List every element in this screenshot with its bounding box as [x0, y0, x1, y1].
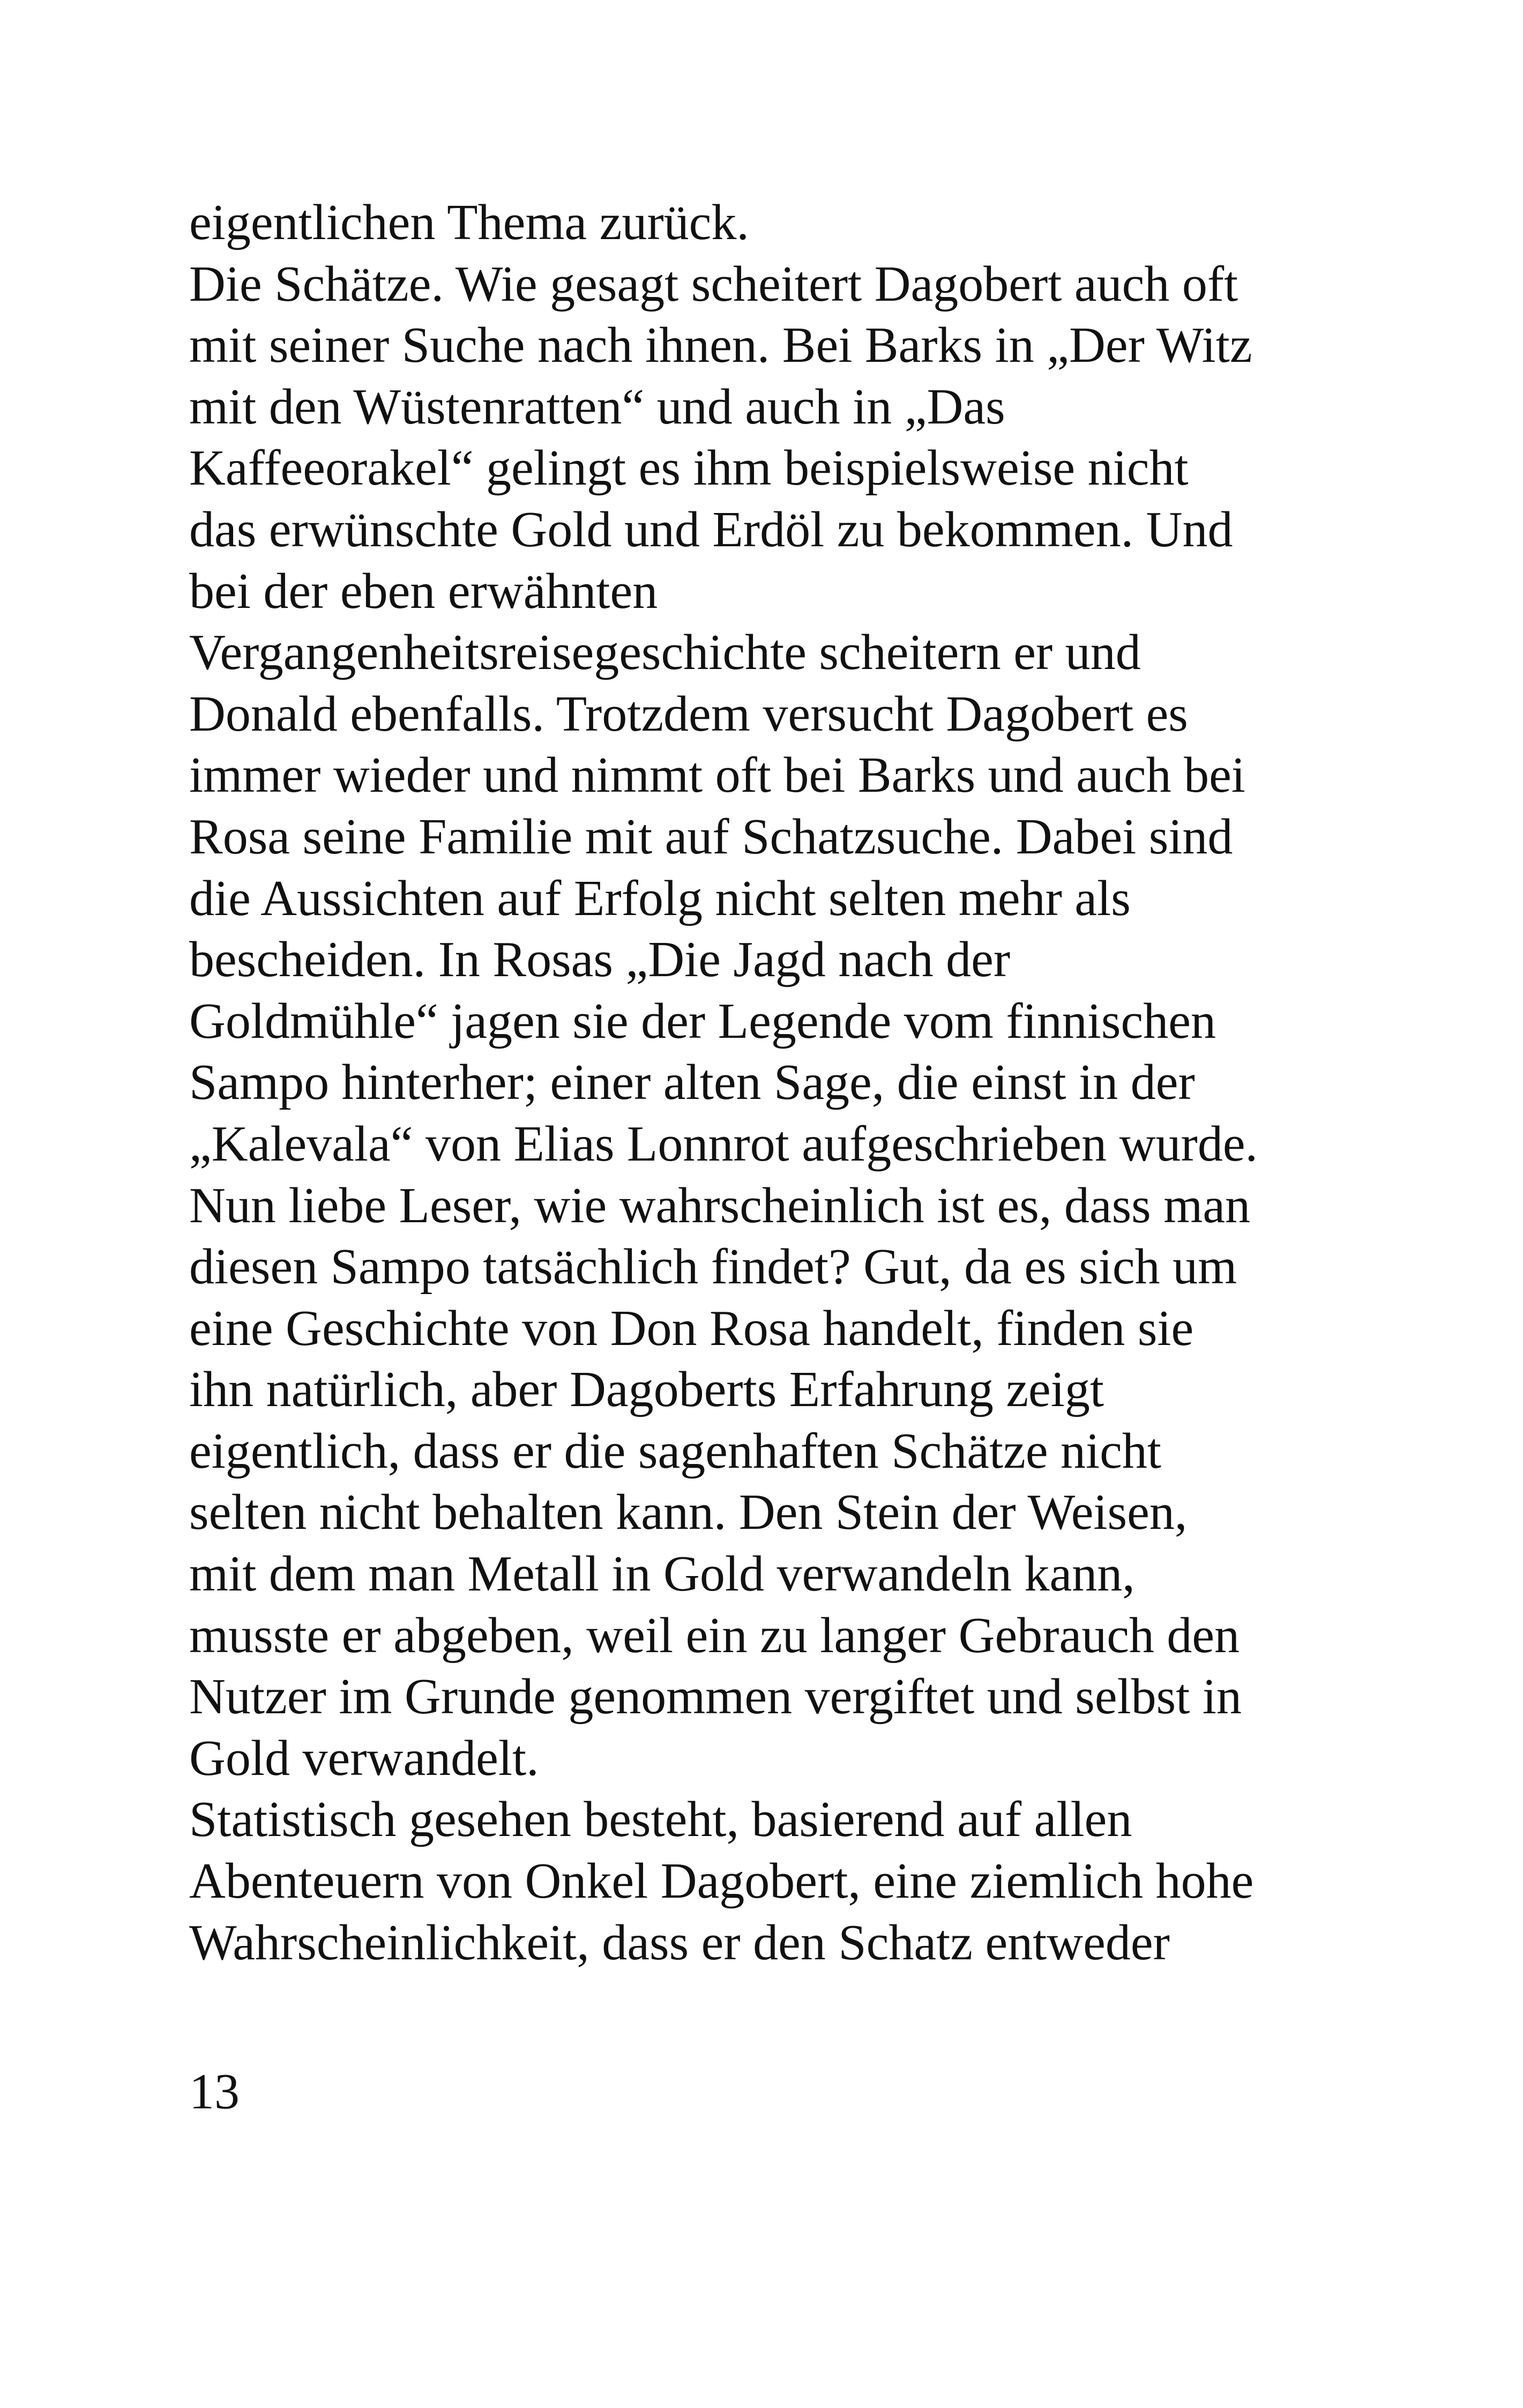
text-line: Statistisch gesehen besteht, basierend auf allen: [189, 1792, 1132, 1848]
page-number: 13: [189, 2064, 240, 2120]
text-line: bei der eben erwähnten: [189, 563, 658, 619]
text-line: bescheiden. In Rosas „Die Jagd nach der: [189, 932, 1011, 988]
text-line: mit dem man Metall in Gold verwandeln kann,: [189, 1546, 1135, 1602]
text-line: ihn natürlich, aber Dagoberts Erfahrung zeigt: [189, 1362, 1104, 1418]
text-line: mit seiner Suche nach ihnen. Bei Barks in „Der Witz: [189, 317, 1252, 374]
text-line: mit den Wüstenratten“ und auch in „Das: [189, 378, 1005, 435]
text-line: Donald ebenfalls. Trotzdem versucht Dagobert es: [189, 686, 1188, 742]
text-line: Abenteuern von Onkel Dagobert, eine ziemlich hohe: [189, 1853, 1254, 1909]
body-text: [189, 192, 1368, 1973]
text-line: Nutzer im Grunde genommen vergiftet und selbst in: [189, 1669, 1242, 1725]
text-line: immer wieder und nimmt oft bei Barks und auch bei: [189, 747, 1245, 804]
text-line: eigentlich, dass er die sagenhaften Schätze nicht: [189, 1423, 1161, 1479]
text-line: Sampo hinterher; einer alten Sage, die einst in der: [189, 1054, 1195, 1111]
text-line: „Kalevala“ von Elias Lonnrot aufgeschrieben wurde.: [189, 1116, 1258, 1172]
text-line: Kaffeeorakel“ gelingt es ihm beispielsweise nicht: [189, 440, 1189, 496]
text-line: Wahrscheinlichkeit, dass er den Schatz entweder: [189, 1914, 1170, 1971]
text-line: das erwünschte Gold und Erdöl zu bekommen. Und: [189, 501, 1233, 558]
text-line: diesen Sampo tatsächlich findet? Gut, da es sich um: [189, 1239, 1237, 1295]
text-line: Nun liebe Leser, wie wahrscheinlich ist es, dass man: [189, 1177, 1251, 1233]
text-line: musste er abgeben, weil ein zu langer Gebrauch den: [189, 1607, 1240, 1663]
text-line: eigentlichen Thema zurück.: [189, 195, 749, 250]
text-line: Vergangenheitsreisegeschichte scheitern er und: [189, 625, 1141, 681]
text-line: Goldmühle“ jagen sie der Legende vom finnischen: [189, 993, 1216, 1049]
text-line: selten nicht behalten kann. Den Stein der Weisen,: [189, 1484, 1188, 1541]
text-line: Die Schätze. Wie gesagt scheitert Dagobert auch oft: [189, 256, 1238, 312]
text-line: eine Geschichte von Don Rosa handelt, finden sie: [189, 1300, 1194, 1356]
text-line: Gold verwandelt.: [189, 1730, 539, 1786]
text-line: die Aussichten auf Erfolg nicht selten mehr als: [189, 870, 1131, 926]
text-line: Rosa seine Familie mit auf Schatzsuche. Dabei sind: [189, 808, 1233, 865]
